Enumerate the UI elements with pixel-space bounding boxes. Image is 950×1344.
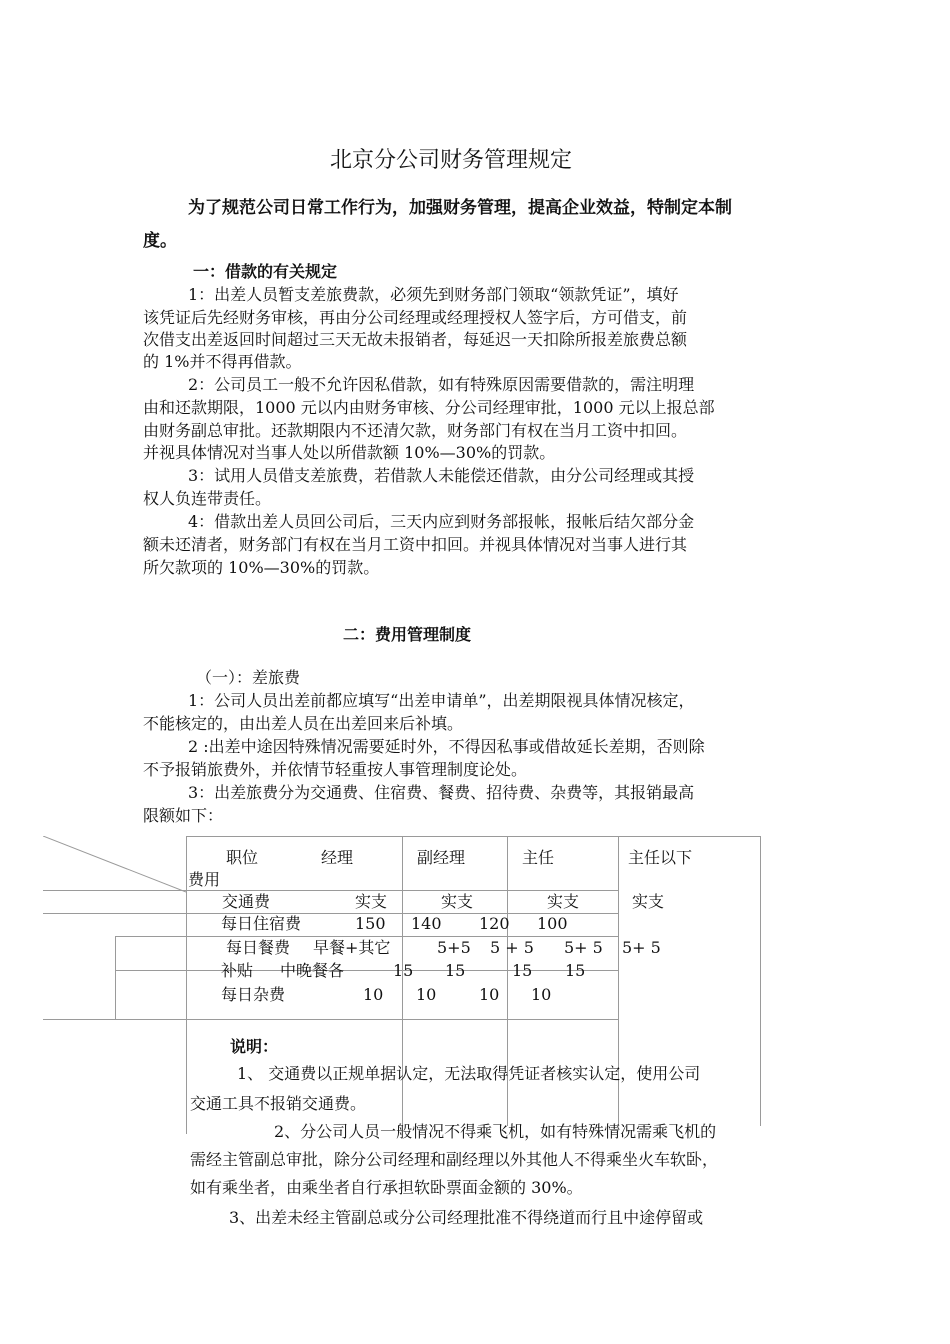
- table-cell: 实支: [632, 892, 665, 911]
- paragraph-line: 1：出差人员暂支差旅费款，必须先到财务部门领取“领款凭证”，填好: [188, 285, 679, 304]
- paragraph-line: 2：公司员工一般不允许因私借款，如有特殊原因需要借款的，需注明理: [188, 375, 695, 394]
- paragraph-line: 权人负连带责任。: [143, 489, 272, 508]
- paragraph-line: 2 :出差中途因特殊情况需要延时外，不得因私事或借故延长差期，否则除: [188, 737, 705, 756]
- table-row-label: 补贴: [221, 961, 254, 980]
- paragraph-line: 3：试用人员借支差旅费，若借款人未能偿还借款，由分公司经理或其授: [188, 466, 695, 485]
- table-cell: 5+ 5: [564, 938, 603, 957]
- table-cell: 100: [537, 914, 568, 933]
- paragraph-line: 额未还清者，财务部门有权在当月工资中扣回。并视具体情况对当事人进行其: [143, 535, 688, 554]
- table-cell: 140: [411, 914, 442, 933]
- paragraph-line: 4：借款出差人员回公司后，三天内应到财务部报帐，报帐后结欠部分金: [188, 512, 695, 531]
- table-header-cost: 费用: [188, 870, 221, 889]
- notes-heading: 说明：: [230, 1037, 279, 1056]
- intro-line: 为了规范公司日常工作行为，加强财务管理，提高企业效益，特制定本制: [188, 198, 732, 218]
- diagonal-divider: [43, 836, 193, 896]
- table-cell: 5+ 5: [622, 938, 661, 957]
- paragraph-line: 该凭证后先经财务审核，再由分公司经理或经理授权人签字后，方可借支，前: [143, 308, 688, 327]
- table-row-label: 每日杂费: [221, 985, 286, 1004]
- table-header-col: 主任以下: [628, 848, 693, 867]
- notes-line: 3、出差未经主管副总或分公司经理批准不得绕道而行且中途停留或: [229, 1208, 704, 1227]
- table-header-col: 经理: [321, 848, 354, 867]
- paragraph-line: 由财务副总审批。还款期限内不还清欠款，财务部门有权在当月工资中扣回。: [143, 421, 688, 440]
- table-cell: 10: [531, 985, 552, 1004]
- table-rule: [115, 936, 618, 937]
- table-row-sublabel: 中晚餐各: [280, 961, 345, 980]
- table-rule: [760, 836, 761, 1126]
- table-header-position: 职位: [226, 848, 259, 867]
- section-heading: 二：费用管理制度: [343, 625, 472, 644]
- notes-line: 如有乘坐者，由乘坐者自行承担软卧票面金额的 30%。: [190, 1178, 583, 1197]
- table-rule: [186, 836, 761, 837]
- table-cell: 120: [479, 914, 510, 933]
- paragraph-line: 3：出差旅费分为交通费、住宿费、餐费、招待费、杂费等，其报销最高: [188, 783, 695, 802]
- table-cell: 10: [479, 985, 500, 1004]
- table-cell: 5 + 5: [490, 938, 534, 957]
- table-header-col: 副经理: [417, 848, 466, 867]
- table-cell: 150: [355, 914, 386, 933]
- table-rule: [115, 970, 618, 971]
- table-cell: 5+5: [437, 938, 471, 957]
- paragraph-line: 不能核定的，由出差人员在出差回来后补填。: [143, 714, 464, 733]
- paragraph-line: 次借支出差返回时间超过三天无故未报销者，每延迟一天扣除所报差旅费总额: [143, 330, 688, 349]
- notes-line: 1、 交通费以正规单据认定，无法取得凭证者核实认定，使用公司: [237, 1064, 701, 1083]
- subsection-heading: （一）：差旅费: [196, 668, 301, 687]
- table-rule: [43, 913, 618, 914]
- paragraph-line: 1：公司人员出差前都应填写“出差申请单”，出差期限视具体情况核定，: [188, 691, 695, 710]
- table-row-label: 交通费: [222, 892, 271, 911]
- paragraph-line: 由和还款期限，1000 元以内由财务审核、分公司经理审批，1000 元以上报总部: [143, 398, 715, 417]
- table-cell: 实支: [441, 892, 474, 911]
- table-rule: [43, 1019, 618, 1020]
- table-row-sublabel: 早餐+其它: [313, 938, 391, 957]
- table-cell: 15: [565, 961, 586, 980]
- table-row-label: 每日餐费: [226, 938, 291, 957]
- table-cell: 实支: [355, 892, 388, 911]
- table-cell: 实支: [547, 892, 580, 911]
- paragraph-line: 的 1%并不得再借款。: [143, 352, 302, 371]
- paragraph-line: 不予报销旅费外，并依情节轻重按人事管理制度论处。: [143, 760, 528, 779]
- paragraph-line: 限额如下：: [143, 806, 224, 825]
- notes-line: 需经主管副总审批，除分公司经理和副经理以外其他人不得乘坐火车软卧，: [190, 1150, 719, 1169]
- notes-line: 2、分公司人员一般情况不得乘飞机，如有特殊情况需乘飞机的: [274, 1122, 717, 1141]
- paragraph-line: 所欠款项的 10%—30%的罚款。: [143, 558, 380, 577]
- table-cell: 15: [393, 961, 414, 980]
- table-row-label: 每日住宿费: [221, 914, 302, 933]
- table-header-col: 主任: [522, 848, 555, 867]
- table-cell: 10: [363, 985, 384, 1004]
- table-rule: [115, 936, 116, 1019]
- paragraph-line: 并视具体情况对当事人处以所借款额 10%—30%的罚款。: [143, 443, 556, 462]
- table-cell: 15: [445, 961, 466, 980]
- section-heading: 一：借款的有关规定: [193, 262, 338, 281]
- notes-line: 交通工具不报销交通费。: [190, 1094, 367, 1113]
- table-cell: 10: [416, 985, 437, 1004]
- page-title: 北京分公司财务管理规定: [330, 148, 573, 173]
- intro-line: 度。: [143, 231, 177, 251]
- table-cell: 15: [512, 961, 533, 980]
